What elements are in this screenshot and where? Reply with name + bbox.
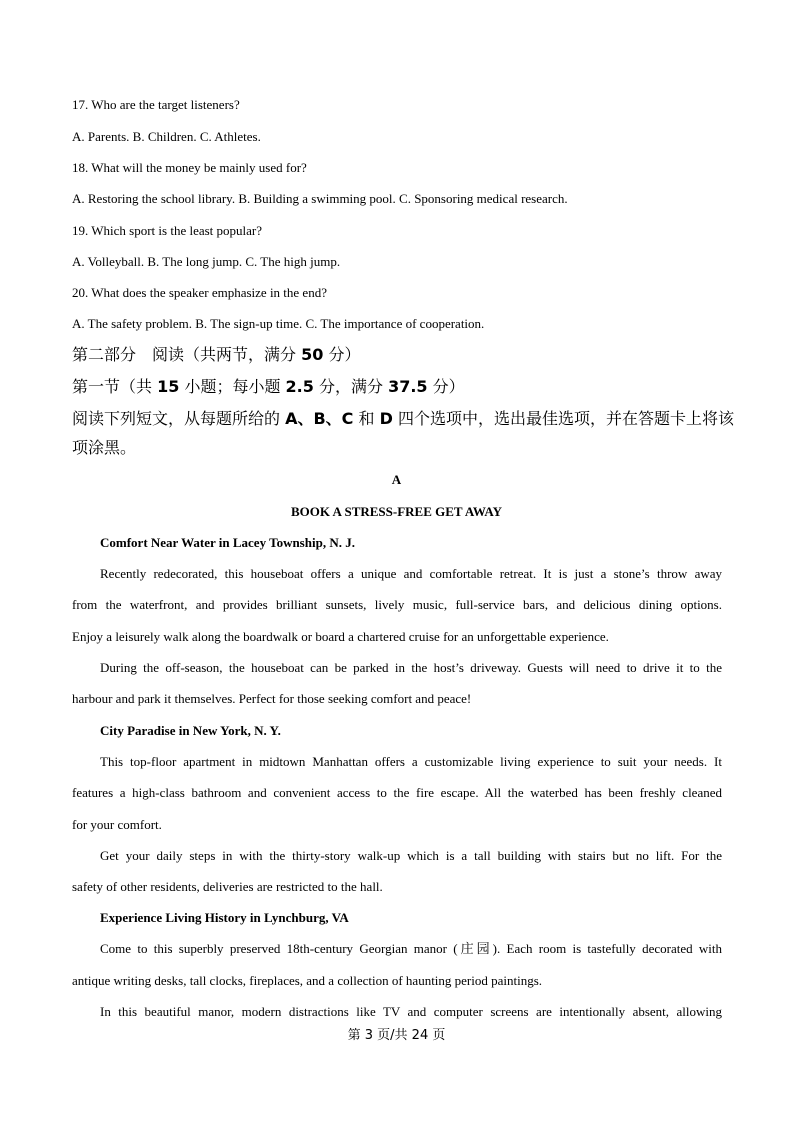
passage-title: BOOK A STRESS-FREE GET AWAY <box>291 504 502 519</box>
paragraph-3-line-3: for your comfort. <box>72 817 162 832</box>
paragraph-1-line-3: Enjoy a leisurely walk along the boardwalk or board a chartered cruise for an unforgettable experience. <box>72 629 609 644</box>
paragraph-1-line-1: Recently redecorated, this houseboat offers a unique and comfortable retreat. It is just a stone’s throw away <box>100 566 722 581</box>
question-20-options: A. The safety problem. B. The sign-up time. C. The importance of cooperation. <box>72 316 485 331</box>
paragraph-4-line-1: Get your daily steps in with the thirty-story walk-up which is a tall building with stairs but no lift. For the <box>100 848 722 863</box>
question-17-options: A. Parents. B. Children. C. Athletes. <box>72 129 261 144</box>
paragraph-5-line-2: antique writing desks, tall clocks, fireplaces, and a collection of haunting period paintings. <box>72 973 543 988</box>
paragraph-4-line-2: safety of other residents, deliveries are restricted to the hall. <box>72 879 383 894</box>
instructions-line-2: 项涂黑。 <box>72 438 137 457</box>
question-17: 17. Who are the target listeners? <box>72 97 240 112</box>
paragraph-6-line-1: In this beautiful manor, modern distractions like TV and computer screens are intentionally absent, allowing <box>100 1004 722 1019</box>
question-19-options: A. Volleyball. B. The long jump. C. The high jump. <box>72 254 341 269</box>
subheading-lynchburg: Experience Living History in Lynchburg, VA <box>100 910 349 925</box>
question-20: 20. What does the speaker emphasize in the end? <box>72 285 327 300</box>
part-two-heading: 第二部分 阅读（共两节，满分 50 分） <box>72 345 361 364</box>
paragraph-5-line-1: Come to this superbly preserved 18th-century Georgian manor (庄园). Each room is tastefully decorated with <box>100 941 722 956</box>
paragraph-2-line-2: harbour and park it themselves. Perfect for those seeking comfort and peace! <box>72 691 472 706</box>
page-number-footer: 第 3 页/共 24 页 <box>347 1028 446 1043</box>
instructions-line-1: 阅读下列短文，从每题所给的 A、B、C 和 D 四个选项中，选出最佳选项，并在答题卡上将该 <box>72 409 734 428</box>
paragraph-2-line-1: During the off-season, the houseboat can be parked in the host’s driveway. Guests will need to drive it to the <box>100 660 722 675</box>
section-one-heading: 第一节（共 15 小题；每小题 2.5 分，满分 37.5 分） <box>72 377 465 396</box>
question-18: 18. What will the money be mainly used for? <box>72 160 307 175</box>
paragraph-1-line-2: from the waterfront, and provides brilliant sunsets, lively music, full-service bars, and delicious dining options. <box>72 597 722 612</box>
paragraph-3-line-2: features a high-class bathroom and convenient access to the fire escape. All the waterbed has been freshly cleaned <box>72 785 722 800</box>
paragraph-3-line-1: This top-floor apartment in midtown Manhattan offers a customizable living experience to suit your needs. It <box>100 754 722 769</box>
subheading-lacey: Comfort Near Water in Lacey Township, N. J. <box>100 535 355 550</box>
passage-letter: A <box>391 472 402 487</box>
question-19: 19. Which sport is the least popular? <box>72 223 263 238</box>
subheading-new-york: City Paradise in New York, N. Y. <box>100 723 281 738</box>
question-18-options: A. Restoring the school library. B. Building a swimming pool. C. Sponsoring medical research. <box>72 191 568 206</box>
